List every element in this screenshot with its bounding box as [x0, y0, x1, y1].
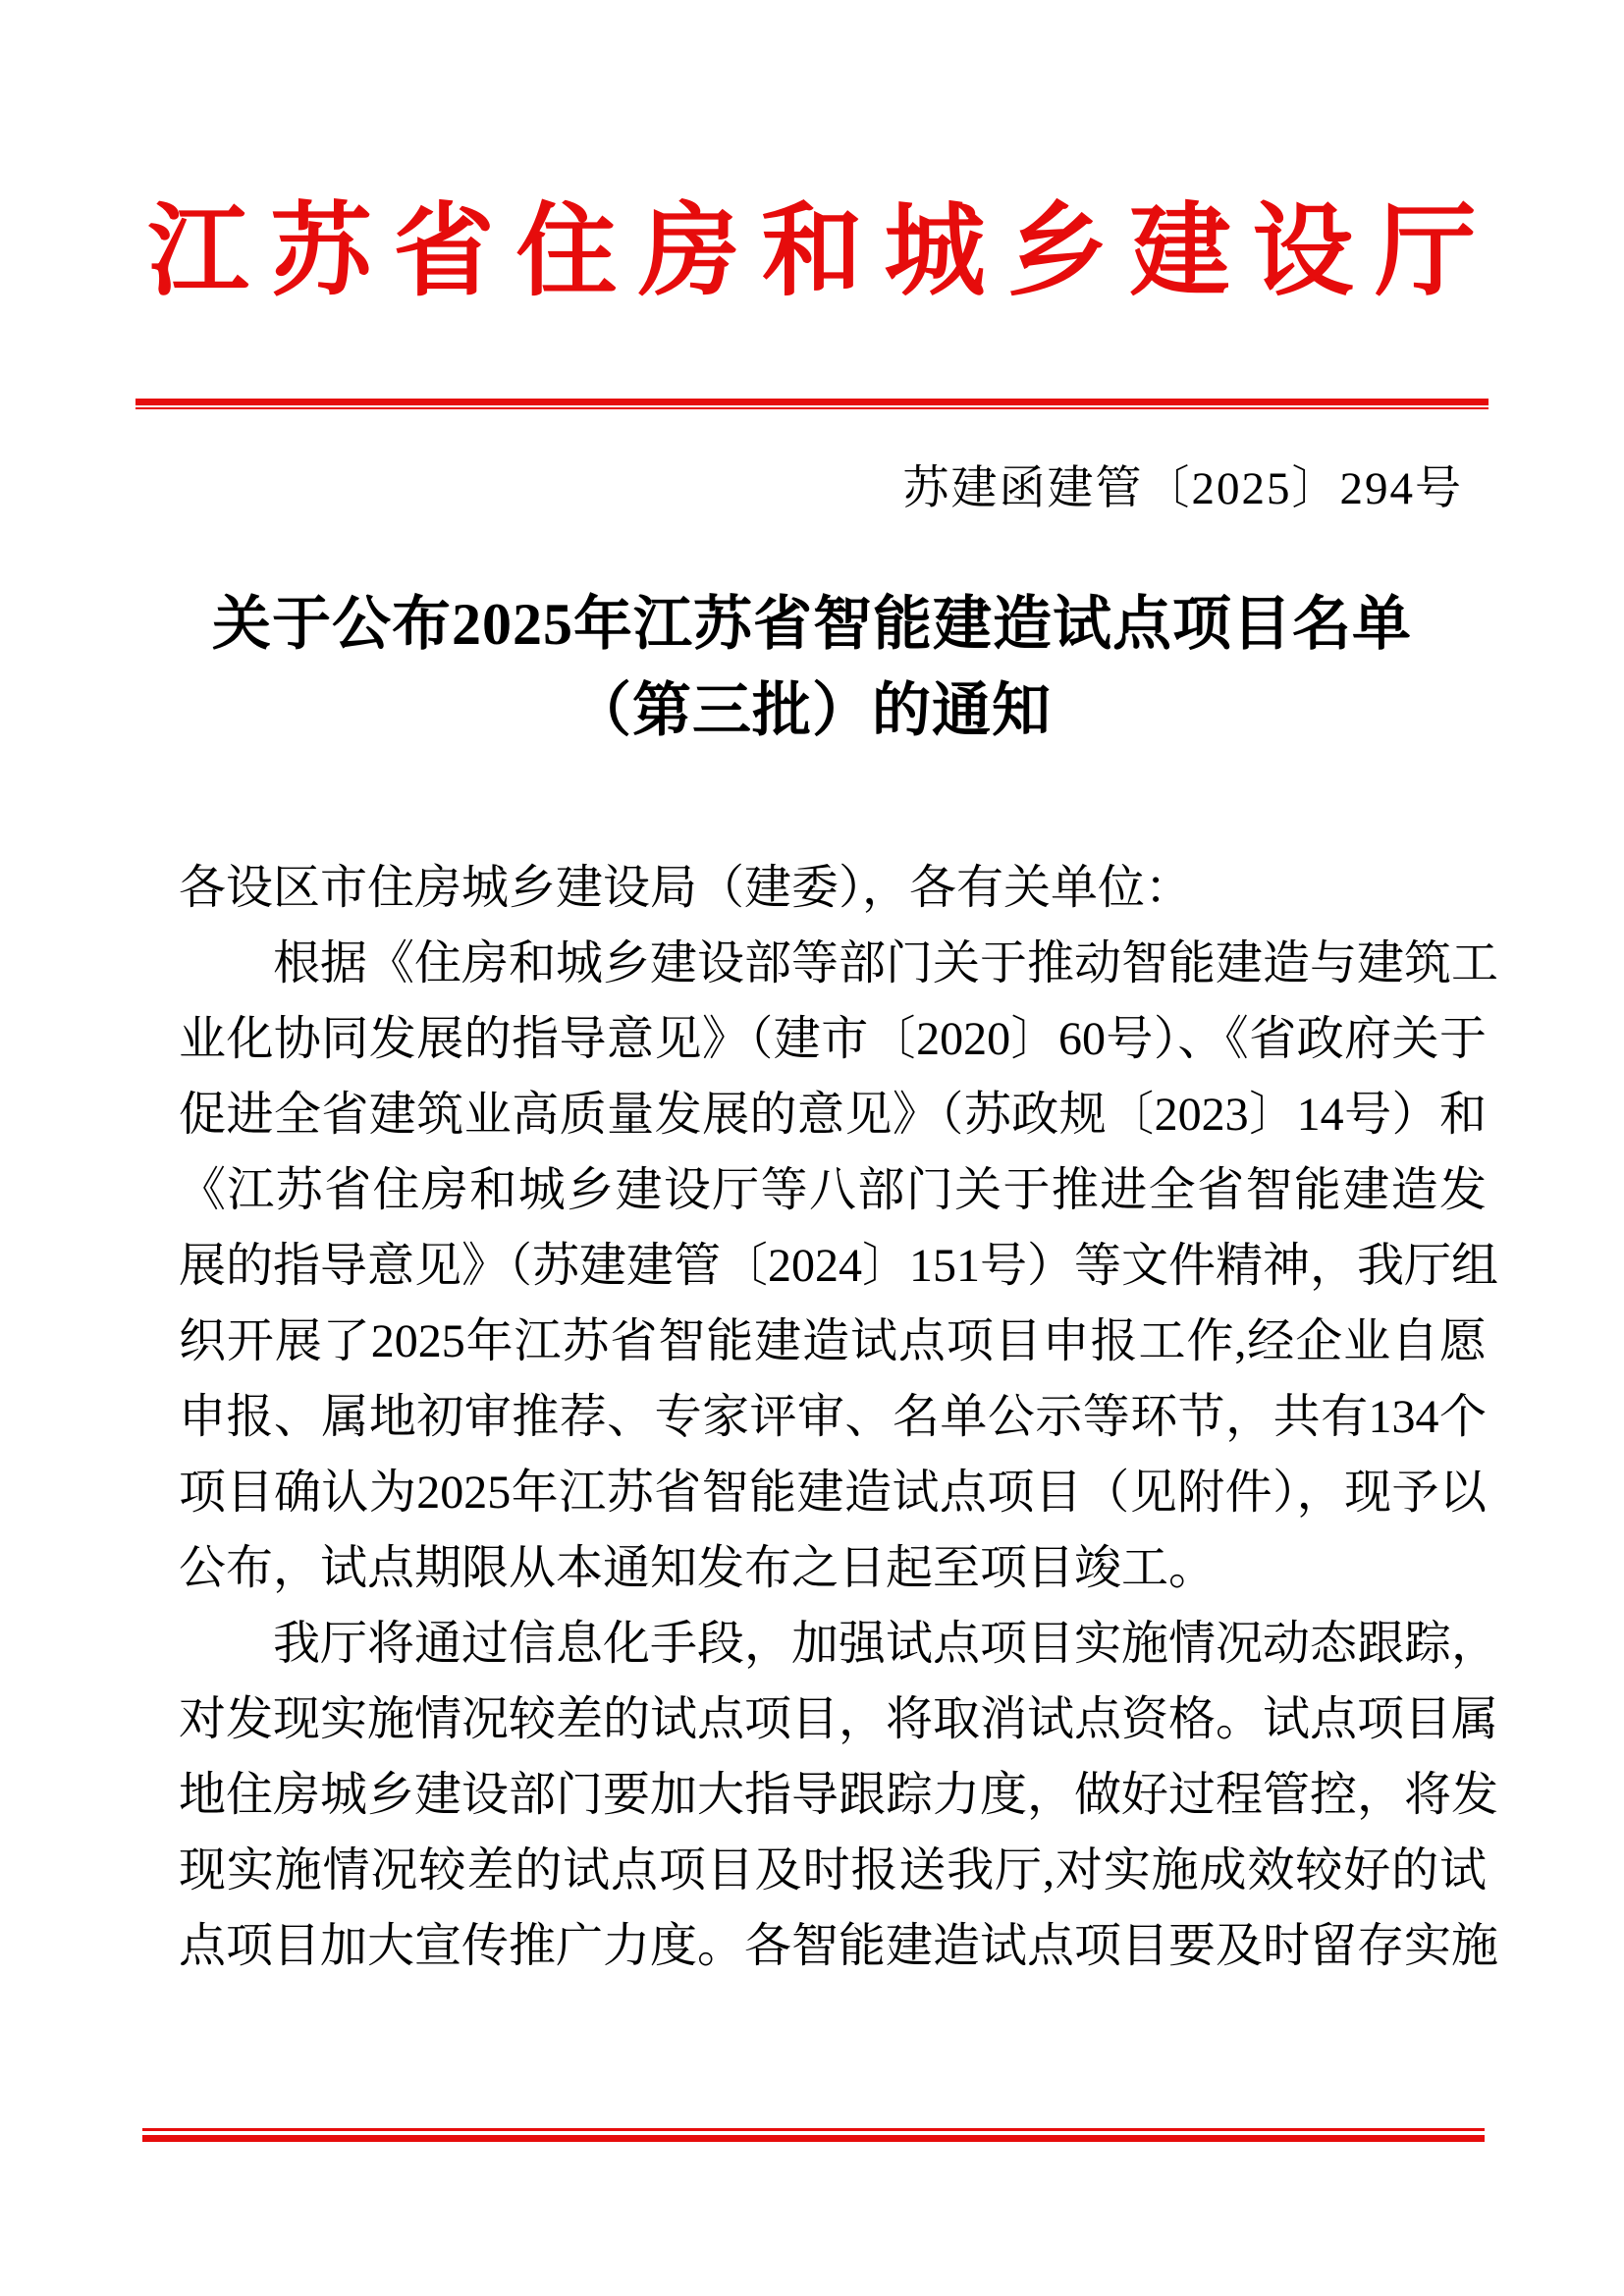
notice-title-line1: 关于公布2025年江苏省智能建造试点项目名单: [212, 592, 1412, 657]
body-line: 展的指导意见》（苏建建管〔2024〕151号）等文件精神，我厅组: [179, 1240, 1499, 1292]
body-line: 公布，试点期限从本通知发布之日起至项目竣工。: [179, 1542, 1217, 1594]
notice-body: [179, 850, 1499, 1984]
body-line: 业化协同发展的指导意见》（建市〔2020〕60号）、《省政府关于: [179, 1013, 1487, 1065]
paragraph-1: [179, 926, 1499, 1606]
body-line: 项目确认为2025年江苏省智能建造试点项目（见附件），现予以: [179, 1467, 1487, 1519]
paragraph-2: [179, 1606, 1499, 1984]
letterhead-title: 江苏省住房和城乡建设厅: [147, 196, 1498, 308]
notice-title: [0, 581, 1624, 754]
body-line: 申报、属地初审推荐、专家评审、名单公示等环节，共有134个: [179, 1391, 1487, 1443]
body-line: 对发现实施情况较差的试点项目，将取消试点资格。试点项目属: [179, 1693, 1499, 1745]
red-divider-bottom: [142, 2128, 1485, 2142]
body-line: 现实施情况较差的试点项目及时报送我厅,对实施成效较好的试: [179, 1844, 1487, 1896]
body-line: 我厅将通过信息化手段，加强试点项目实施情况动态跟踪，: [273, 1618, 1499, 1670]
salutation-line: 各设区市住房城乡建设局（建委），各有关单位：: [179, 862, 1193, 914]
body-line: 织开展了2025年江苏省智能建造试点项目申报工作,经企业自愿: [179, 1315, 1487, 1367]
document-number: 苏建函建管〔2025〕294号: [902, 463, 1463, 514]
body-line: 点项目加大宣传推广力度。各智能建造试点项目要及时留存实施: [179, 1920, 1499, 1972]
body-line: 《江苏省住房和城乡建设厅等八部门关于推进全省智能建造发: [179, 1164, 1487, 1216]
body-line: 促进全省建筑业高质量发展的意见》（苏政规〔2023〕14号）和: [179, 1089, 1487, 1141]
notice-title-line2: （第三批）的通知: [572, 678, 1052, 743]
body-line: 根据《住房和城乡建设部等部门关于推动智能建造与建筑工: [273, 937, 1499, 989]
body-line: 地住房城乡建设部门要加大指导跟踪力度，做好过程管控，将发: [179, 1769, 1499, 1821]
red-divider-top: [135, 399, 1489, 409]
